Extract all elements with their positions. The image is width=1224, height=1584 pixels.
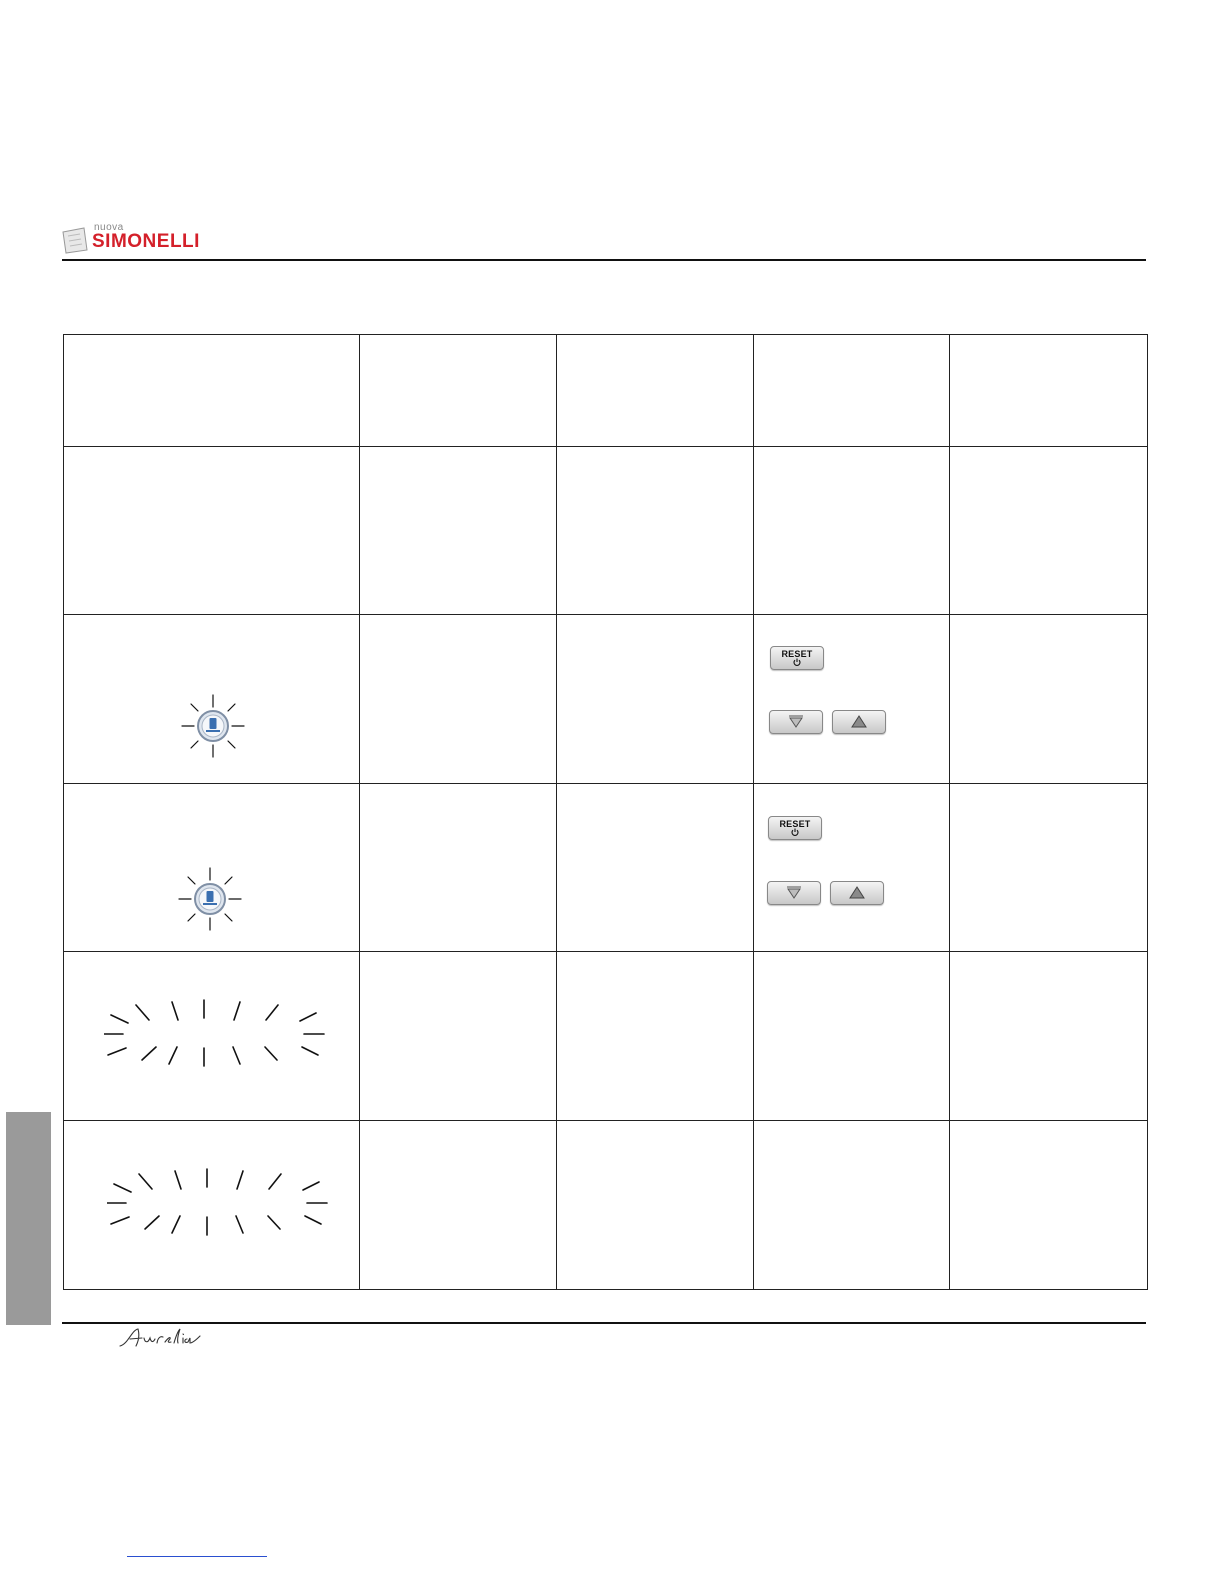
header-cell: [950, 335, 1148, 447]
table-cell: [950, 447, 1148, 615]
table-row: [64, 615, 1148, 784]
table-cell: [950, 784, 1148, 952]
blinking-cup-icon: [180, 693, 246, 759]
table-cell: [64, 1121, 360, 1290]
header-cell: [557, 335, 754, 447]
footer-rule: [62, 1322, 1146, 1324]
arrow-up-button[interactable]: [830, 881, 884, 905]
triangle-down-icon: [786, 886, 802, 899]
table-cell: [950, 952, 1148, 1121]
table-cell: [360, 447, 557, 615]
section-side-tab: [6, 1112, 51, 1325]
table-cell: [754, 447, 950, 615]
reset-button[interactable]: [768, 816, 822, 840]
table-cell: [64, 615, 360, 784]
table-cell: [557, 784, 754, 952]
header-cell: [64, 335, 360, 447]
table-cell: [754, 1121, 950, 1290]
table-cell: [64, 952, 360, 1121]
table-cell: [754, 615, 950, 784]
arrow-down-button[interactable]: [769, 710, 823, 734]
triangle-down-icon: [788, 715, 804, 728]
reset-button-label: RESET: [781, 649, 813, 659]
table-cell: [360, 615, 557, 784]
blinking-display-icon: [104, 998, 328, 1068]
reset-button-label: RESET: [779, 819, 811, 829]
table-cell: [557, 952, 754, 1121]
table-cell: [360, 784, 557, 952]
table-cell: [754, 784, 950, 952]
table-row: [64, 784, 1148, 952]
troubleshooting-table: [63, 334, 1148, 1290]
table-cell: [360, 1121, 557, 1290]
table-cell: [557, 447, 754, 615]
header-cell: [360, 335, 557, 447]
table-row: [64, 952, 1148, 1121]
power-icon: [793, 658, 801, 666]
logo-mark-icon: [60, 226, 90, 254]
logo-brand: SIMONELLI: [92, 231, 200, 252]
triangle-up-icon: [849, 886, 865, 899]
logo-nuova: nuova: [94, 222, 124, 233]
blinking-display-icon: [107, 1167, 331, 1237]
bottom-link-underline: [127, 1556, 267, 1557]
table-row: [64, 1121, 1148, 1290]
brand-logo: [60, 222, 232, 258]
table-cell: [557, 615, 754, 784]
table-cell: [64, 784, 360, 952]
table-cell: [950, 615, 1148, 784]
table-cell: [360, 952, 557, 1121]
table-cell: [557, 1121, 754, 1290]
reset-button[interactable]: [770, 646, 824, 670]
aurelia-signature-logo: [118, 1326, 202, 1350]
table-cell: [950, 1121, 1148, 1290]
table-cell: [64, 447, 360, 615]
arrow-up-button[interactable]: [832, 710, 886, 734]
table-header-row: [64, 335, 1148, 447]
header-cell: [754, 335, 950, 447]
triangle-up-icon: [851, 715, 867, 728]
header-rule: [62, 259, 1146, 261]
table-cell: [754, 952, 950, 1121]
blinking-cup-icon: [177, 866, 243, 932]
arrow-down-button[interactable]: [767, 881, 821, 905]
power-icon: [791, 828, 799, 836]
table-row: [64, 447, 1148, 615]
